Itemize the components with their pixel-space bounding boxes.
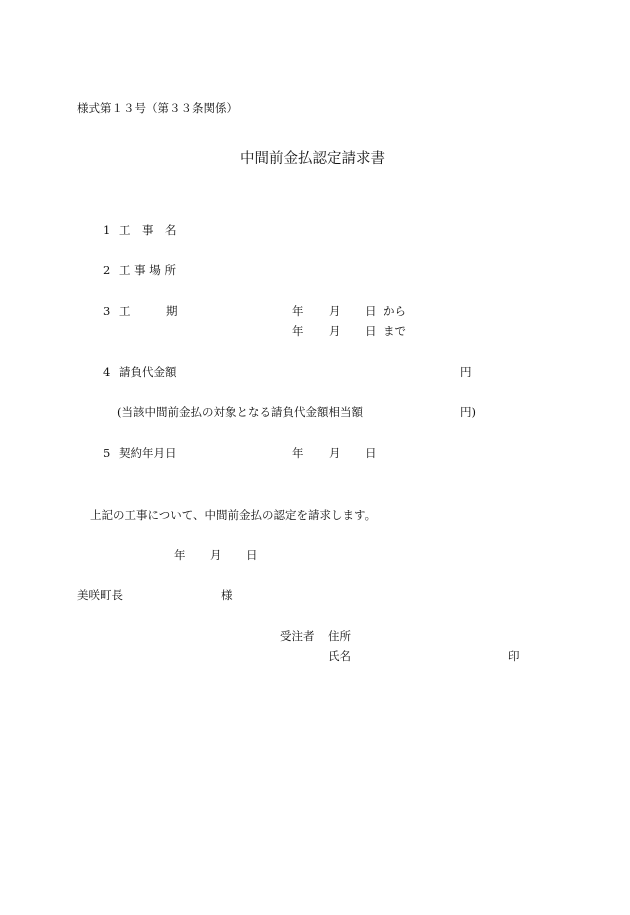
period-start-day: 日: [365, 304, 377, 318]
item-4-note: (当該中間前金払の対象となる請負代金額相当額: [117, 405, 363, 419]
contractor-address-label: 住所: [328, 629, 351, 643]
document-title: 中間前金払認定請求書: [240, 151, 385, 167]
item-3-label-b: 期: [166, 304, 178, 318]
item-4-note-yen: 円): [460, 405, 476, 419]
form-number: 様式第１３号（第３３条関係）: [77, 101, 238, 115]
period-end-suffix: まで: [383, 324, 406, 338]
period-end-year: 年: [292, 324, 304, 338]
period-end-day: 日: [365, 324, 377, 338]
contractor-name-label: 氏名: [328, 649, 351, 663]
period-end-month: 月: [329, 324, 341, 338]
item-3-number: 3: [103, 304, 111, 318]
period-start-year: 年: [292, 304, 304, 318]
contractor-role: 受注者: [280, 629, 315, 643]
item-4-number: 4: [103, 365, 111, 379]
item-1-label: 工 事 名: [119, 223, 177, 237]
contract-day: 日: [365, 446, 377, 460]
period-start-month: 月: [329, 304, 341, 318]
request-day: 日: [246, 548, 258, 562]
item-5-label: 契約年月日: [119, 446, 177, 460]
item-1-number: 1: [103, 223, 111, 237]
request-year: 年: [174, 548, 186, 562]
item-3-label-a: 工: [119, 304, 131, 318]
request-sentence: 上記の工事について、中間前金払の認定を請求します。: [90, 508, 377, 522]
contract-year: 年: [292, 446, 304, 460]
contractor-seal: 印: [508, 649, 520, 663]
contract-month: 月: [329, 446, 341, 460]
request-month: 月: [210, 548, 222, 562]
item-5-number: 5: [103, 446, 111, 460]
item-4-yen: 円: [460, 365, 472, 379]
item-4-label: 請負代金額: [119, 365, 177, 379]
item-2-label: 工 事 場 所: [119, 263, 176, 277]
item-2-number: 2: [103, 263, 111, 277]
addressee-honorific: 様: [221, 588, 233, 602]
period-start-suffix: から: [383, 304, 406, 318]
addressee-name: 美咲町長: [77, 588, 123, 602]
